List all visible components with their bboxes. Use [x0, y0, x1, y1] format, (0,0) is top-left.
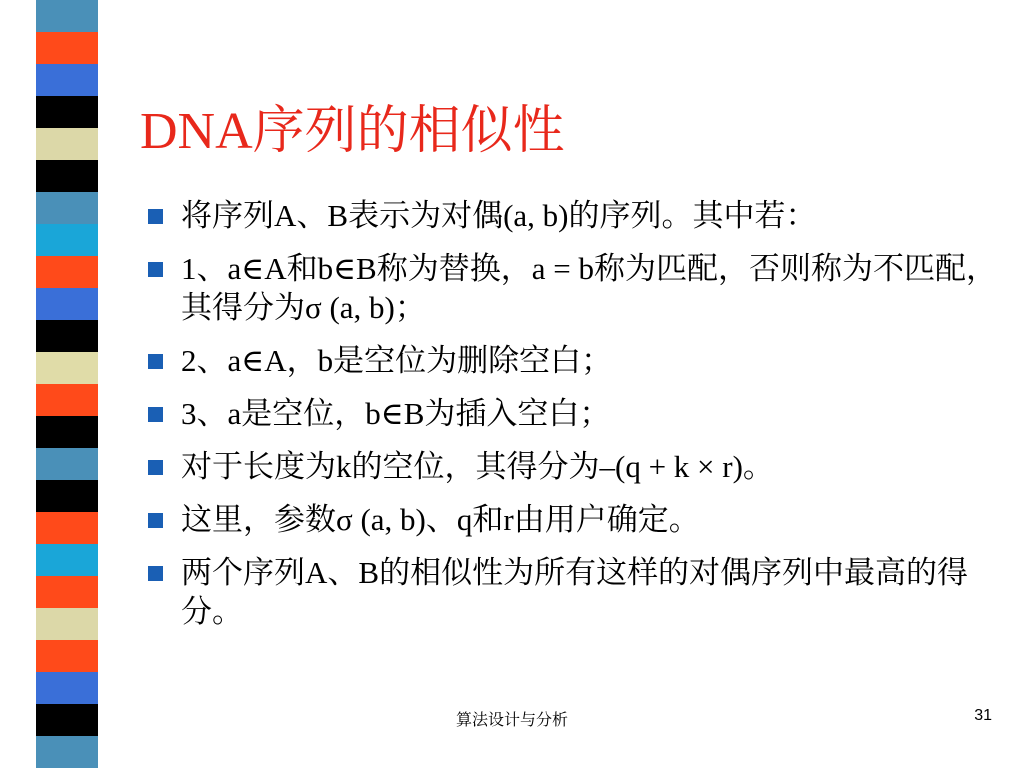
decorative-stripe [36, 0, 98, 768]
bullet-text: 将序列A、B表示为对偶(a, b)的序列。其中若： [181, 198, 817, 233]
bullet-text: 1、a∈A和b∈B称为替换，a = b称为匹配，否则称为不匹配，其得分为σ (a, b)； [181, 251, 997, 325]
stripe-block [36, 576, 98, 608]
stripe-block [36, 128, 98, 160]
slide-title: DNA序列的相似性 [140, 103, 565, 160]
stripe-block [36, 384, 98, 416]
square-bullet-icon [148, 262, 163, 277]
bullet-item [148, 553, 998, 631]
stripe-block [36, 32, 98, 64]
bullet-text: 3、a是空位，b∈B为插入空白； [181, 396, 611, 431]
page-number: 31 [974, 707, 992, 724]
stripe-block [36, 672, 98, 704]
square-bullet-icon [148, 513, 163, 528]
bullet-item [148, 500, 998, 539]
square-bullet-icon [148, 407, 163, 422]
stripe-block [36, 96, 98, 128]
stripe-block [36, 0, 98, 32]
footer-course-title: 算法设计与分析 [455, 712, 568, 729]
stripe-block [36, 224, 98, 256]
square-bullet-icon [148, 354, 163, 369]
bullet-item [148, 341, 998, 380]
stripe-block [36, 640, 98, 672]
square-bullet-icon [148, 460, 163, 475]
stripe-block [36, 480, 98, 512]
square-bullet-icon [148, 209, 163, 224]
stripe-block [36, 352, 98, 384]
stripe-block [36, 288, 98, 320]
stripe-block [36, 544, 98, 576]
stripe-block [36, 512, 98, 544]
bullet-item [148, 196, 998, 235]
bullet-text: 对于长度为k的空位，其得分为–(q + k × r)。 [181, 449, 774, 484]
stripe-block [36, 320, 98, 352]
bullet-text: 两个序列A、B的相似性为所有这样的对偶序列中最高的得分。 [181, 555, 969, 629]
bullet-item [148, 249, 998, 327]
bullet-list [148, 196, 998, 645]
bullet-item [148, 447, 998, 486]
stripe-block [36, 256, 98, 288]
bullet-text: 2、a∈A，b是空位为删除空白； [181, 343, 613, 378]
bullet-item [148, 394, 998, 433]
bullet-text: 这里，参数σ (a, b)、q和r由用户确定。 [181, 502, 700, 537]
stripe-block [36, 160, 98, 192]
stripe-block [36, 192, 98, 224]
stripe-block [36, 736, 98, 768]
stripe-block [36, 608, 98, 640]
stripe-block [36, 64, 98, 96]
stripe-block [36, 416, 98, 448]
stripe-block [36, 448, 98, 480]
square-bullet-icon [148, 566, 163, 581]
